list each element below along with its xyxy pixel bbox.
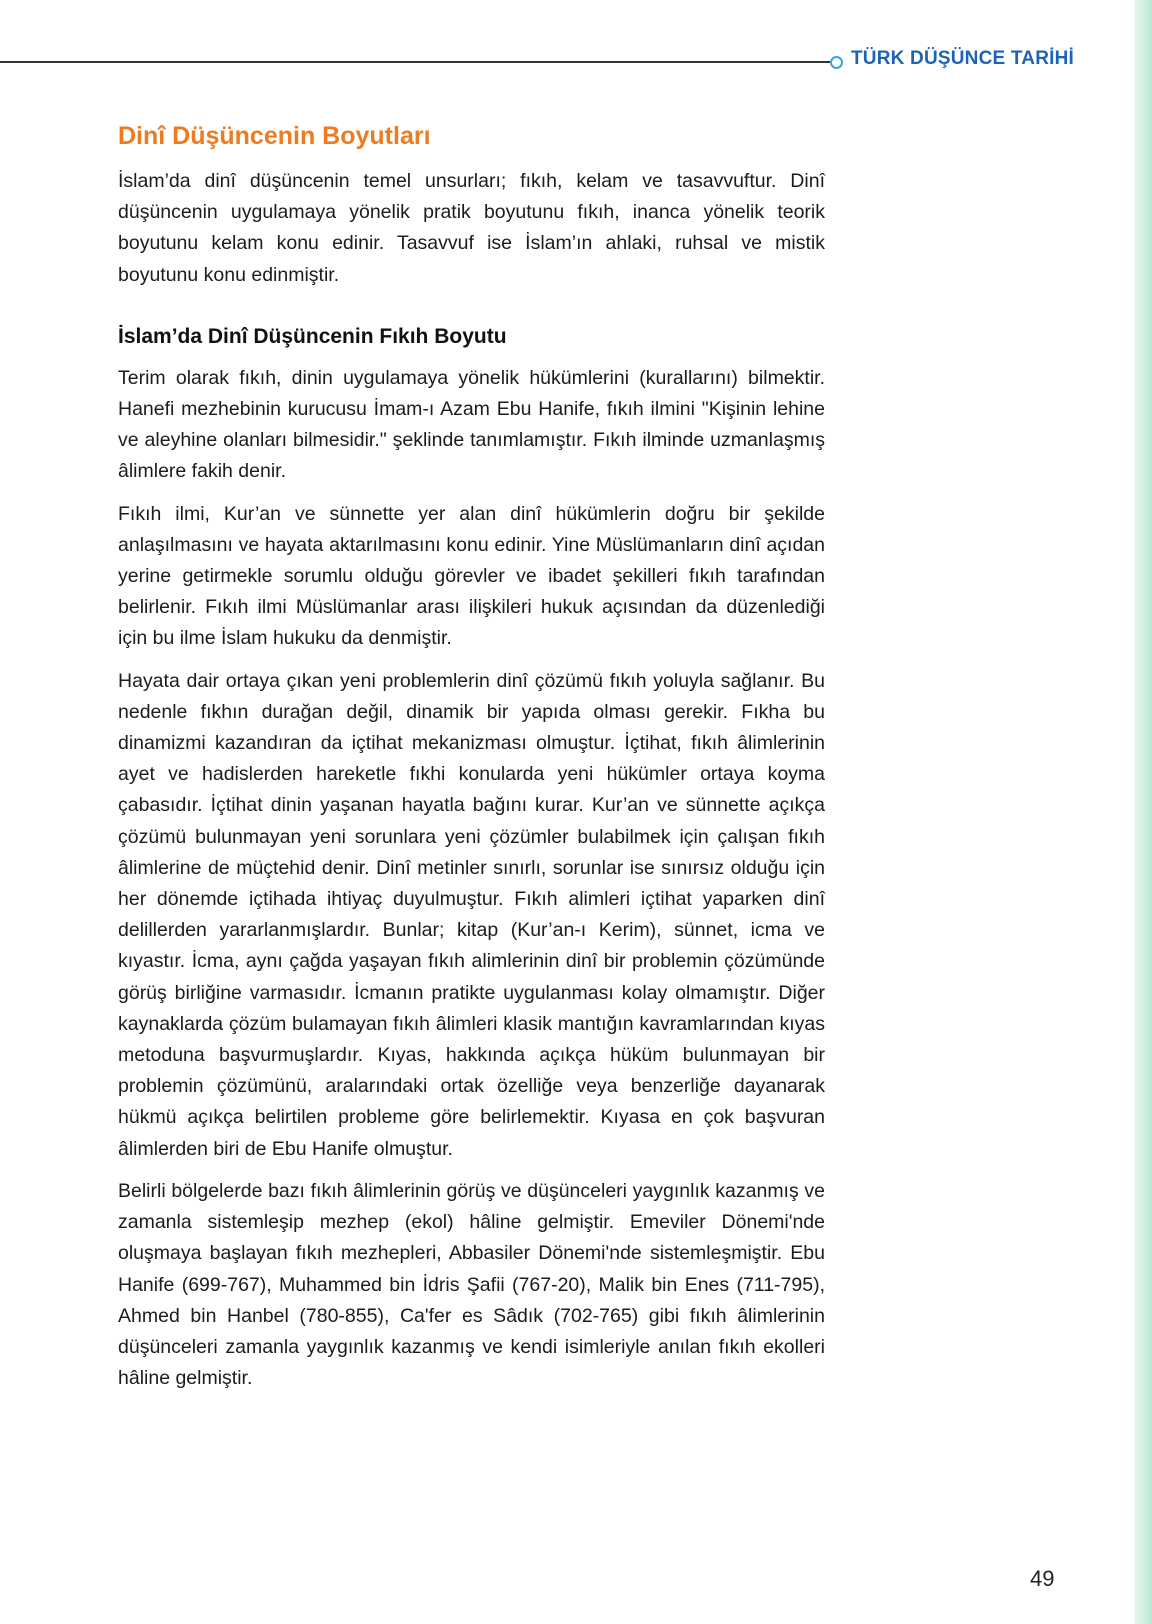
- page-content: [118, 118, 825, 1405]
- header-rule: [0, 61, 830, 63]
- paragraph: Fıkıh ilmi, Kur’an ve sünnette yer alan dinî hükümlerin doğru bir şekilde anlaşılmasını ve hayata aktarılmasını konu edinir. Yine Müslümanların dinî açıdan yerine getirmekle sorumlu olduğu görevler ve ibadet şekilleri fıkıh tarafından belirlenir. Fıkıh ilmi Müslümanlar arası ilişkileri hukuk açısından da düzenlediği için bu ilme İslam hukuku da denmiştir.: [118, 502, 825, 650]
- header-circle-icon: [830, 56, 843, 69]
- paragraph: Belirli bölgelerde bazı fıkıh âlimlerinin görüş ve düşünceleri yaygınlık kazanmış ve zamanla sistemleşip mezhep (ekol) hâline gelmiştir. Emeviler Dönemi'nde oluşmaya başlayan fıkıh mezhepleri, Abbasiler Dönemi'nde sistemleşmiştir. Ebu Hanife (699-767), Muhammed bin İdris Şafii (767-20), Malik bin Enes (711-795), Ahmed bin Hanbel (780-855), Ca'fer es Sâdık (702-765) gibi fıkıh âlimlerinin düşünceleri zamanla yaygınlık kazanmış ve kendi isimleriyle anılan fıkıh ekolleri hâline gelmiştir.: [118, 1179, 825, 1390]
- subsection-title: İslam’da Dinî Düşüncenin Fıkıh Boyutu: [118, 324, 507, 348]
- page-number: 49: [1030, 1566, 1055, 1591]
- page-edge-band: [1134, 0, 1152, 1624]
- book-title: TÜRK DÜŞÜNCE TARİHİ: [851, 48, 1074, 69]
- section-title: Dinî Düşüncenin Boyutları: [118, 122, 431, 150]
- section-intro-paragraph: İslam’da dinî düşüncenin temel unsurları; fıkıh, kelam ve tasavvuftur. Dinî düşüncenin uygulamaya yönelik pratik boyutunu fıkıh, inanca yönelik teorik boyutunu kelam konu edinir. Tasavvuf ise İslam’ın ahlaki, ruhsal ve mistik boyutunu konu edinmiştir.: [118, 170, 825, 286]
- paragraph: Hayata dair ortaya çıkan yeni problemlerin dinî çözümü fıkıh yoluyla sağlanır. Bu nedenle fıkhın durağan değil, dinamik bir yapıda olması gerekir. Fıkha bu dinamizmi kazandıran da içtihat mekanizması olmuştur. İçtihat, fıkıh âlimlerinin ayet ve hadislerden hareketle fıkhi konularda yeni hükümler ortaya koyma çabasıdır. İçtihat dinin yaşanan hayatla bağını kurar. Kur’an ve sünnette açıkça çözümü bulunmayan yeni sorunlara yeni çözümler bulabilmek için çalışan fıkıh âlimlerine de müçtehid denir. Dinî metinler sınırlı, sorunlar ise sınırsız olduğu için her dönemde içtihada ihtiyaç duyulmuştur. Fıkıh alimleri içtihat yaparken dinî delillerden yararlanmışlardır. Bunlar; kitap (Kur’an-ı Kerim), sünnet, icma ve kıyastır. İcma, aynı çağda yaşayan fıkıh alimlerinin dinî bir problemin çözümünde görüş birliğine varmasıdır. İcmanın pratikte uygulanması kolay olmamıştır. Diğer kaynaklarda çözüm bulamayan fıkıh âlimleri klasik mantığın kavramlarından kıyas metoduna başvurmuşlardır. Kıyas, hakkında açıkça hüküm bulunmayan bir problemin çözümünü, aralarındaki ortak özelliğe veya benzerliğe dayanarak hükmü açıkça belirtilen probleme göre belirlemektir. Kıyasa en çok başvuran âlimlerden biri de Ebu Hanife olmuştur.: [118, 669, 825, 1160]
- paragraph: Terim olarak fıkıh, dinin uygulamaya yönelik hükümlerini (kurallarını) bilmektir. Hanefi mezhebinin kurucusu İmam-ı Azam Ebu Hanife, fıkıh ilmini "Kişinin lehine ve aleyhine olanları bilmesidir." şeklinde tanımlamıştır. Fıkıh ilminde uzmanlaşmış âlimlere fakih denir.: [118, 366, 825, 483]
